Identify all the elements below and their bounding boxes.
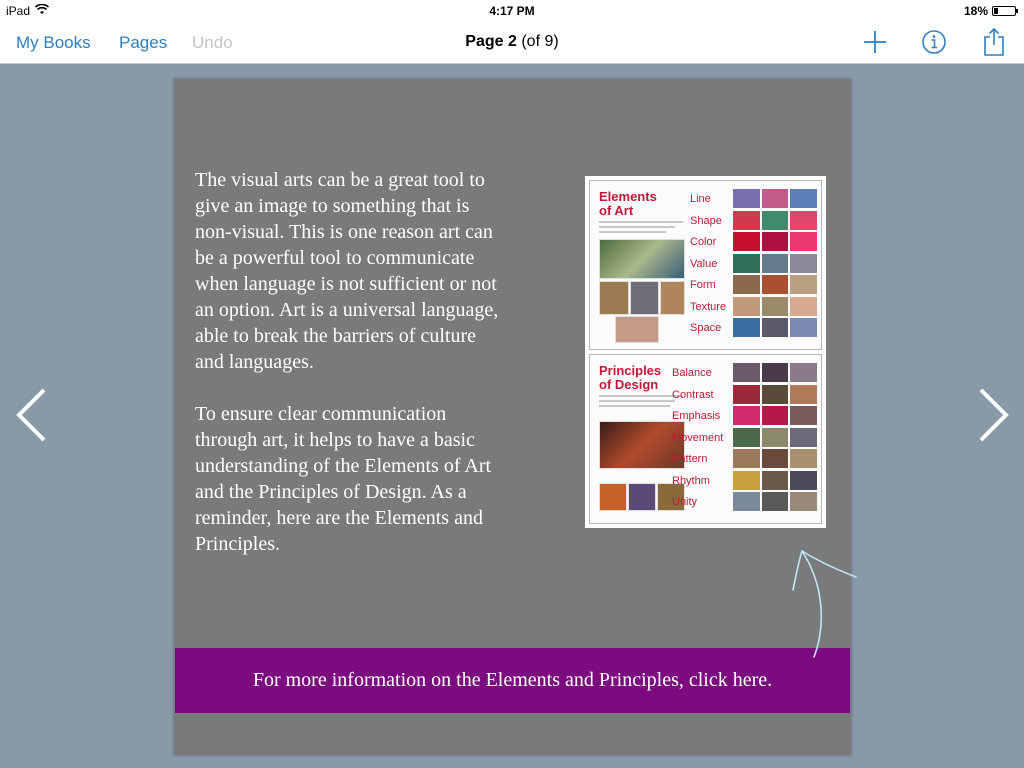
elements-term-list xyxy=(690,189,730,340)
principles-of-design-panel xyxy=(589,354,822,524)
term-value: Value xyxy=(690,257,718,270)
term-movement: Movement xyxy=(672,431,724,444)
elements-photo-2 xyxy=(630,281,659,315)
term-pattern: Pattern xyxy=(672,453,708,465)
principles-term-list xyxy=(672,363,724,514)
share-icon[interactable] xyxy=(979,27,1009,57)
elements-photo-4 xyxy=(615,316,659,343)
elements-photo-3 xyxy=(660,281,685,315)
status-bar xyxy=(0,0,1024,22)
book-page xyxy=(174,79,851,755)
previous-page-arrow-icon[interactable] xyxy=(14,388,48,442)
navigation-bar xyxy=(0,22,1024,64)
elements-principles-poster xyxy=(585,176,826,528)
term-shape: Shape xyxy=(690,214,722,227)
term-contrast: Contrast xyxy=(672,388,714,401)
battery-percent: 18% xyxy=(963,4,988,18)
principles-panel-title: Principles of Design xyxy=(599,363,662,392)
term-texture: Texture xyxy=(690,300,727,313)
elements-panel-title: Elements of Art xyxy=(599,189,657,218)
term-space: Space xyxy=(690,322,722,334)
principles-photo-2 xyxy=(628,483,656,511)
more-info-link-text[interactable]: For more information on the Elements and Principles, click here. xyxy=(252,669,773,691)
elements-photo-1 xyxy=(599,281,629,315)
term-color: Color xyxy=(690,236,717,248)
next-page-arrow-icon[interactable] xyxy=(977,388,1011,442)
term-balance: Balance xyxy=(672,367,712,379)
hand-drawn-arrow-annotation xyxy=(790,545,860,660)
undo-button[interactable]: Undo xyxy=(192,33,233,52)
principles-photo-1 xyxy=(599,483,627,511)
page-count: (of 9) xyxy=(521,33,559,50)
status-right xyxy=(964,4,1016,18)
paragraph-elements-principles: To ensure clear communication through art, it helps to have a basic understanding of the Elements of Art and the Principles of Design. As a reminder, here are the Elements and Principles. xyxy=(195,403,492,555)
principles-panel-blurb xyxy=(599,395,683,410)
page-body-text xyxy=(195,167,505,583)
battery-icon xyxy=(992,6,1016,16)
term-line: Line xyxy=(690,193,711,205)
plus-icon[interactable] xyxy=(860,27,890,57)
term-emphasis: Emphasis xyxy=(672,410,721,422)
elements-swatches xyxy=(733,189,817,340)
device-label: iPad xyxy=(6,4,31,18)
pages-button[interactable]: Pages xyxy=(119,33,168,52)
elements-photo-landscape xyxy=(599,239,685,279)
my-books-button[interactable]: My Books xyxy=(16,33,91,52)
elements-panel-blurb xyxy=(599,221,683,236)
term-unity: Unity xyxy=(672,496,698,508)
term-rhythm: Rhythm xyxy=(672,474,710,487)
status-time: 4:17 PM xyxy=(489,4,535,18)
paragraph-visual-arts: The visual arts can be a great tool to give an image to something that is non-visual. This is one reason art can be a powerful tool to communicate when language is not sufficient or not an option. Art is a universal language, able to break the barriers of culture and languages. xyxy=(195,169,499,373)
elements-of-art-panel xyxy=(589,180,822,350)
info-icon[interactable] xyxy=(919,27,949,57)
term-form: Form xyxy=(690,279,716,291)
more-info-link-banner[interactable] xyxy=(175,648,850,713)
page-number: Page 2 xyxy=(465,33,517,50)
principles-swatches xyxy=(733,363,817,514)
